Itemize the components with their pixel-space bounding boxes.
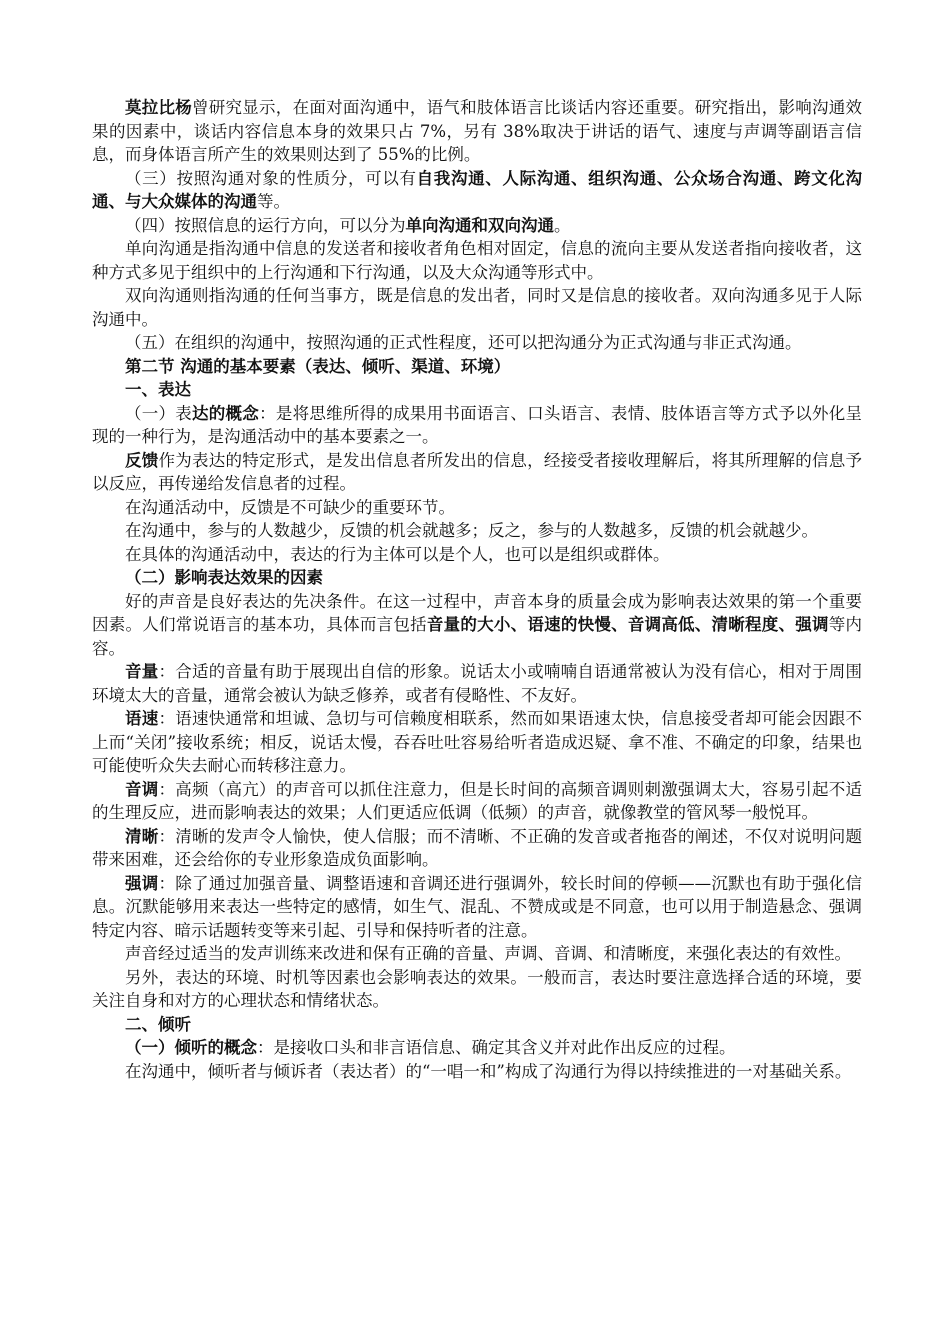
bold-term: 单向沟通和双向沟通 — [405, 215, 554, 235]
paragraph-clarity — [92, 825, 862, 872]
paragraph-formality: （五）在组织的沟通中，按照沟通的正式性程度，还可以把沟通分为正式沟通与非正式沟通。 — [125, 333, 802, 352]
paragraph-direction-types — [92, 214, 862, 238]
paragraph-voice — [92, 590, 862, 661]
paragraph-text: 曾研究显示，在面对面沟通中，语气和肢体语言比谈话内容还重要。研究指出，影响沟通效果的因素中，谈话内容信息本身的效果只占 7%，另有 38%取决于讲话的语气、速度与声调等副语言信息，而身体语言所产生的效果则达到了 55%的比例。 — [92, 98, 863, 164]
paragraph-text: 作为表达的特定形式，是发出信息者所发出的信息，经接受者接收理解后，将其所理解的信息予以反应，再传递给发信息者的过程。 — [92, 450, 863, 493]
bold-term: 音调 — [125, 779, 159, 799]
section-heading: 第二节 沟通的基本要素（表达、倾听、渠道、环境） — [125, 356, 511, 376]
bold-term: 莫拉比杨 — [125, 98, 193, 117]
paragraph-subject: 在具体的沟通活动中，表达的行为主体可以是个人，也可以是组织或群体。 — [125, 544, 670, 564]
paragraph-text: ：是接收口头和非言语信息、确定其含义并对此作出反应的过程。 — [257, 1038, 736, 1057]
bold-term: 反馈 — [125, 450, 159, 470]
paragraph-mehrabian — [92, 96, 862, 167]
paragraph-training: 声音经过适当的发声训练来改进和保有正确的音量、声调、音调、和清晰度，来强化表达的有效性。 — [125, 944, 851, 963]
paragraph-feedback-importance: 在沟通活动中，反馈是不可缺少的重要环节。 — [125, 497, 455, 517]
paragraph-expression-concept — [92, 402, 862, 449]
paragraph-listening-relation: 在沟通中，倾听者与倾诉者（表达者）的“一唱一和”构成了沟通行为得以持续推进的一对基础关系。 — [125, 1061, 852, 1081]
paragraph-volume — [92, 660, 862, 707]
paragraph-speed — [92, 707, 862, 778]
paragraph-one-way: 单向沟通是指沟通中信息的发送者和接收者角色相对固定，信息的流向主要从发送者指向接收者，这种方式多见于组织中的上行沟通和下行沟通，以及大众沟通等形式中。 — [92, 239, 862, 282]
paragraph-text: （三）按照沟通对象的性质分，可以有 — [125, 168, 417, 188]
paragraph-text: （四）按照信息的运行方向，可以分为 — [125, 215, 406, 235]
paragraph-environment: 另外，表达的环境、时机等因素也会影响表达的效果。一般而言，表达时要注意选择合适的环境，要关注自身和对方的心理状态和情绪状态。 — [92, 967, 862, 1010]
paragraph-pitch — [92, 778, 862, 825]
bold-term: 音量 — [125, 662, 159, 681]
paragraph-text: ：高频（高亢）的声音可以抓住注意力，但是长时间的高频音调则刺激强调太大，容易引起不适的生理反应，进而影响表达的效果；人们更适应低调（低频）的声音，就像教堂的管风琴一般悦耳。 — [92, 779, 863, 822]
paragraph-feedback — [92, 449, 862, 496]
bold-term: 自我沟通、人际沟通、组织沟通、公众场合沟通、跨文化沟通、与大众媒体的沟通 — [92, 168, 863, 211]
paragraph-two-way: 双向沟通则指沟通的任何当事方，既是信息的发出者，同时又是信息的接收者。双向沟通多见于人际沟通中。 — [92, 286, 862, 329]
bold-term: 音量的大小、语速的快慢、音调高低、清晰程度、强调 — [426, 615, 829, 634]
bold-term: （一）倾听的概念 — [125, 1038, 257, 1057]
subsection-heading-factors: （二）影响表达效果的因素 — [125, 568, 323, 587]
paragraph-text: （一）表 — [125, 403, 193, 423]
paragraph-text: 。 — [554, 215, 571, 235]
subsection-heading-expression: 一、表达 — [125, 380, 191, 399]
paragraph-object-types — [92, 167, 862, 214]
bold-term: 强调 — [125, 873, 159, 893]
paragraph-text: 好的声音是良好表达的先决条件。在这一过程中，声音本身的质量会成为影响表达效果的第一个重要因素。人们常说语言的基本功，具体而言包括 — [92, 591, 862, 634]
paragraph-participants: 在沟通中，参与的人数越少，反馈的机会就越多；反之，参与的人数越多，反馈的机会就越少。 — [125, 521, 818, 540]
paragraph-listening-concept — [92, 1036, 862, 1060]
paragraph-text: ：语速快通常和坦诚、急切与可信赖度相联系，然而如果语速太快，信息接受者却可能会因跟不上而“关闭”接收系统；相反，说话太慢，吞吞吐吐容易给听者造成迟疑、拿不准、不确定的印象，结果也可能使听众失去耐心而转移注意力。 — [92, 709, 863, 775]
paragraph-text: ：合适的音量有助于展现出自信的形象。说话太小或喃喃自语通常被认为没有信心，相对于周围环境太大的音量，通常会被认为缺乏修养，或者有侵略性、不友好。 — [92, 662, 863, 705]
bold-term: 语速 — [125, 709, 159, 728]
subsection-heading-listening: 二、倾听 — [125, 1014, 191, 1034]
paragraph-text: ：是将思维所得的成果用书面语言、口头语言、表情、肢体语言等方式予以外化呈现的一种行为，是沟通活动中的基本要素之一。 — [92, 403, 863, 446]
paragraph-text: 等。 — [257, 192, 290, 211]
bold-term: 达的概念 — [192, 403, 260, 423]
paragraph-text: 等内容。 — [92, 615, 863, 658]
paragraph-text: ：清晰的发声令人愉快，使人信服；而不清晰、不正确的发音或者拖沓的阐述，不仅对说明问题带来困难，还会给你的专业形象造成负面影响。 — [92, 826, 863, 869]
bold-term: 清晰 — [125, 826, 159, 846]
paragraph-emphasis — [92, 872, 862, 943]
paragraph-text: ：除了通过加强音量、调整语速和音调还进行强调外，较长时间的停顿——沉默也有助于强化信息。沉默能够用来表达一些特定的感情，如生气、混乱、不赞成或是不同意，也可以用于制造悬念、强调特定内容、暗示话题转变等来引起、引导和保持听者的注意。 — [92, 873, 863, 940]
document-body — [92, 96, 862, 1083]
